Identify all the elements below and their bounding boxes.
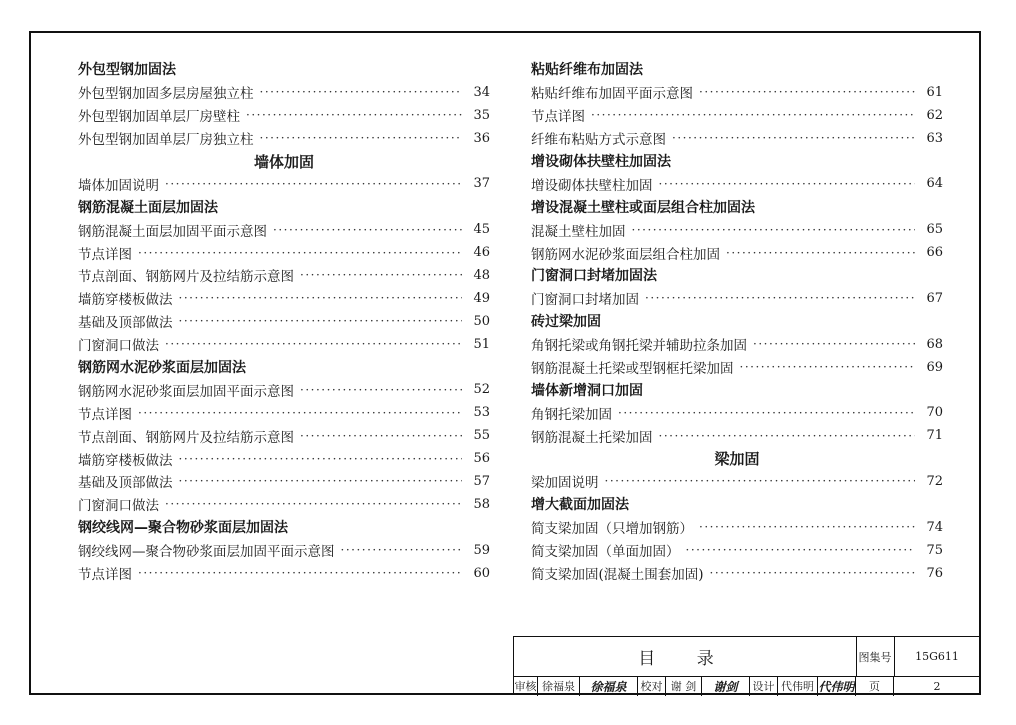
toc-entry: [78, 401, 490, 424]
toc-entry: [78, 172, 490, 195]
toc-entry-page: 64: [926, 176, 943, 192]
dot-leader: [710, 566, 915, 580]
toc-entry-page: 51: [473, 336, 490, 352]
toc-entry-title: 墙筋穿楼板做法: [78, 452, 173, 469]
toc-entry-page: 68: [926, 336, 943, 352]
toc-entry-title: 节点详图: [78, 406, 132, 423]
toc-entry-page: 46: [473, 245, 490, 261]
dot-leader: [260, 131, 463, 145]
toc-entry-title: 钢绞线网—聚合物砂浆面层加固平面示意图: [78, 544, 335, 561]
toc-entry: [531, 127, 943, 150]
dot-leader: [138, 406, 462, 420]
toc-entry: [531, 562, 943, 585]
toc-entry-title: 增设砌体扶壁柱加固: [531, 177, 653, 194]
toc-entry-page: 74: [926, 519, 943, 535]
toc-entry-title: 外包型钢加固单层厂房壁柱: [78, 109, 240, 126]
toc-entry: [531, 333, 943, 356]
dot-leader: [740, 360, 916, 374]
toc-section-heading: 增设砌体扶壁柱加固法: [531, 154, 671, 170]
toc-entry-page: 56: [473, 451, 490, 467]
dot-leader: [273, 223, 462, 237]
toc-entry: [531, 172, 943, 195]
toc-entry: [78, 127, 490, 150]
dot-leader: [659, 429, 916, 443]
toc-entry-title: 节点详图: [531, 109, 585, 126]
toc-entry-page: 76: [926, 565, 943, 581]
dot-leader: [179, 452, 463, 466]
dot-leader: [300, 383, 462, 397]
toc-chapter-heading: 墙体加固: [253, 152, 314, 171]
toc-entry-page: 70: [926, 405, 943, 421]
toc-section-heading: 粘贴纤维布加固法: [531, 62, 643, 79]
toc-entry: [531, 424, 943, 447]
dot-leader: [632, 223, 916, 237]
dot-leader: [672, 131, 915, 145]
toc-entry-page: 61: [926, 84, 943, 100]
toc-section-heading: 增大截面加固法: [531, 497, 629, 514]
toc-section-heading: 钢筋网水泥砂浆面层加固法: [78, 360, 246, 377]
atlas-number: 15G611: [915, 650, 959, 663]
toc-section-heading: 钢筋混凝土面层加固法: [78, 199, 218, 216]
toc-entry: [78, 81, 490, 104]
toc-entry-page: 72: [926, 473, 943, 489]
toc-entry-page: 35: [473, 107, 490, 123]
toc-entry-page: 34: [473, 84, 490, 100]
dot-leader: [699, 520, 915, 534]
dot-leader: [260, 85, 463, 99]
toc-entry-page: 71: [926, 428, 943, 444]
toc-entry-title: 简支梁加固（单面加固）: [531, 544, 680, 561]
atlas-number-label: 图集号: [856, 637, 895, 676]
dot-leader: [645, 291, 915, 305]
toc-entry: [78, 539, 490, 562]
checker-signature: 谢剑: [702, 676, 750, 696]
toc-entry-page: 48: [473, 267, 490, 283]
toc-entry: [78, 287, 490, 310]
toc-entry: [78, 424, 490, 447]
dot-leader: [138, 566, 462, 580]
designer-name: 代伟明: [778, 676, 818, 696]
dot-leader: [659, 177, 916, 191]
toc-entry-title: 简支梁加固(混凝土围套加固): [531, 567, 704, 584]
toc-entry-title: 简支梁加固（只增加钢筋）: [531, 521, 693, 538]
toc-entry: [531, 470, 943, 493]
dot-leader: [300, 429, 462, 443]
toc-entry: [78, 470, 490, 493]
dot-leader: [246, 108, 462, 122]
dot-leader: [300, 268, 462, 282]
reviewer-signature: 徐福泉: [580, 676, 638, 696]
check-label: 校对: [638, 676, 666, 696]
toc-entry-title: 钢筋网水泥砂浆面层组合柱加固: [531, 246, 720, 263]
dot-leader: [165, 337, 462, 351]
title-block: [513, 636, 981, 695]
toc-entry: [78, 333, 490, 356]
toc-entry-title: 节点详图: [78, 246, 132, 263]
page-label: 页: [856, 676, 894, 696]
reviewer-name: 徐福泉: [538, 676, 580, 696]
toc-entry-page: 66: [926, 245, 943, 261]
dot-leader: [179, 474, 463, 488]
toc-entry-title: 梁加固说明: [531, 475, 599, 492]
dot-leader: [699, 85, 915, 99]
toc-entry-page: 50: [473, 313, 490, 329]
toc-section-heading: 砖过梁加固: [531, 314, 601, 331]
toc-entry-title: 墙体加固说明: [78, 177, 159, 194]
toc-entry-page: 52: [473, 382, 490, 398]
toc-entry-page: 65: [926, 222, 943, 238]
toc-entry: [78, 264, 490, 287]
toc-entry-title: 外包型钢加固多层房屋独立柱: [78, 86, 254, 103]
toc-entry-title: 外包型钢加固单层厂房独立柱: [78, 132, 254, 149]
toc-section-heading: 外包型钢加固法: [78, 62, 176, 79]
toc-entry: [531, 539, 943, 562]
design-label: 设计: [750, 676, 778, 696]
toc-entry: [78, 218, 490, 241]
dot-leader: [179, 291, 463, 305]
toc-entry: [78, 310, 490, 333]
toc-entry: [78, 378, 490, 401]
dot-leader: [179, 314, 463, 328]
toc-entry-title: 节点详图: [78, 567, 132, 584]
toc-entry-title: 混凝土壁柱加固: [531, 223, 626, 240]
toc-entry-title: 钢筋网水泥砂浆面层加固平面示意图: [78, 383, 294, 400]
toc-entry-page: 69: [926, 359, 943, 375]
toc-entry: [531, 287, 943, 310]
toc-entry-title: 纤维布粘贴方式示意图: [531, 132, 666, 149]
toc-entry-page: 63: [926, 130, 943, 146]
toc-entry-page: 45: [473, 222, 490, 238]
checker-name: 谢 剑: [666, 676, 702, 696]
toc-entry: [531, 81, 943, 104]
toc-entry-title: 钢筋混凝土面层加固平面示意图: [78, 223, 267, 240]
toc-entry: [531, 218, 943, 241]
dot-leader: [726, 246, 915, 260]
toc-entry-page: 75: [926, 542, 943, 558]
toc-entry: [531, 356, 943, 379]
dot-leader: [605, 474, 916, 488]
toc-entry-page: 59: [473, 542, 490, 558]
toc-entry: [78, 241, 490, 264]
dot-leader: [618, 406, 915, 420]
toc-entry: [531, 401, 943, 424]
dot-leader: [138, 246, 462, 260]
dot-leader: [753, 337, 915, 351]
toc-section-heading: 墙体新增洞口加固: [531, 382, 643, 399]
toc-entry-page: 62: [926, 107, 943, 123]
review-label: 审核: [514, 676, 538, 696]
toc-entry-title: 墙筋穿楼板做法: [78, 292, 173, 309]
toc-entry-title: 角钢托梁加固: [531, 406, 612, 423]
toc-entry: [78, 493, 490, 516]
toc-entry-page: 55: [473, 428, 490, 444]
toc-entry-title: 节点剖面、钢筋网片及拉结筋示意图: [78, 429, 294, 446]
toc-entry-page: 37: [473, 176, 490, 192]
toc-entry-page: 58: [473, 496, 490, 512]
toc-entry: [78, 104, 490, 127]
toc-entry-page: 57: [473, 473, 490, 489]
toc-entry: [78, 562, 490, 585]
toc-entry-page: 36: [473, 130, 490, 146]
toc-chapter-heading: 梁加固: [714, 450, 760, 469]
toc-entry-title: 基础及顶部做法: [78, 475, 173, 492]
toc-entry: [531, 241, 943, 264]
toc-section-heading: 门窗洞口封堵加固法: [531, 268, 657, 285]
toc-entry-title: 门窗洞口封堵加固: [531, 292, 639, 309]
toc-entry-title: 基础及顶部做法: [78, 315, 173, 332]
designer-signature: 代伟明: [818, 676, 856, 696]
toc-entry-page: 53: [473, 405, 490, 421]
dot-leader: [591, 108, 915, 122]
toc-entry-title: 钢筋混凝土托梁加固: [531, 429, 653, 446]
toc-section-heading: 钢绞线网—聚合物砂浆面层加固法: [78, 520, 288, 537]
dot-leader: [165, 497, 462, 511]
toc-entry: [78, 447, 490, 470]
dot-leader: [341, 543, 463, 557]
toc-entry-title: 钢筋混凝土托梁或型钢框托梁加固: [531, 361, 734, 378]
toc-entry-page: 60: [473, 565, 490, 581]
toc-entry-title: 门窗洞口做法: [78, 338, 159, 355]
document-title: 目 录: [514, 637, 857, 676]
toc-right-column: [531, 58, 943, 584]
toc-left-column: [78, 58, 490, 584]
toc-entry: [531, 104, 943, 127]
dot-leader: [165, 177, 462, 191]
toc-entry-title: 节点剖面、钢筋网片及拉结筋示意图: [78, 269, 294, 286]
toc-entry-title: 角钢托梁或角钢托梁并辅助拉条加固: [531, 338, 747, 355]
page-number: 2: [933, 679, 941, 693]
toc-entry-title: 门窗洞口做法: [78, 498, 159, 515]
dot-leader: [686, 543, 916, 557]
toc-entry: [531, 516, 943, 539]
toc-entry-page: 67: [926, 290, 943, 306]
toc-entry-title: 粘贴纤维布加固平面示意图: [531, 86, 693, 103]
toc-section-heading: 增设混凝土壁柱或面层组合柱加固法: [531, 199, 755, 216]
toc-entry-page: 49: [473, 290, 490, 306]
